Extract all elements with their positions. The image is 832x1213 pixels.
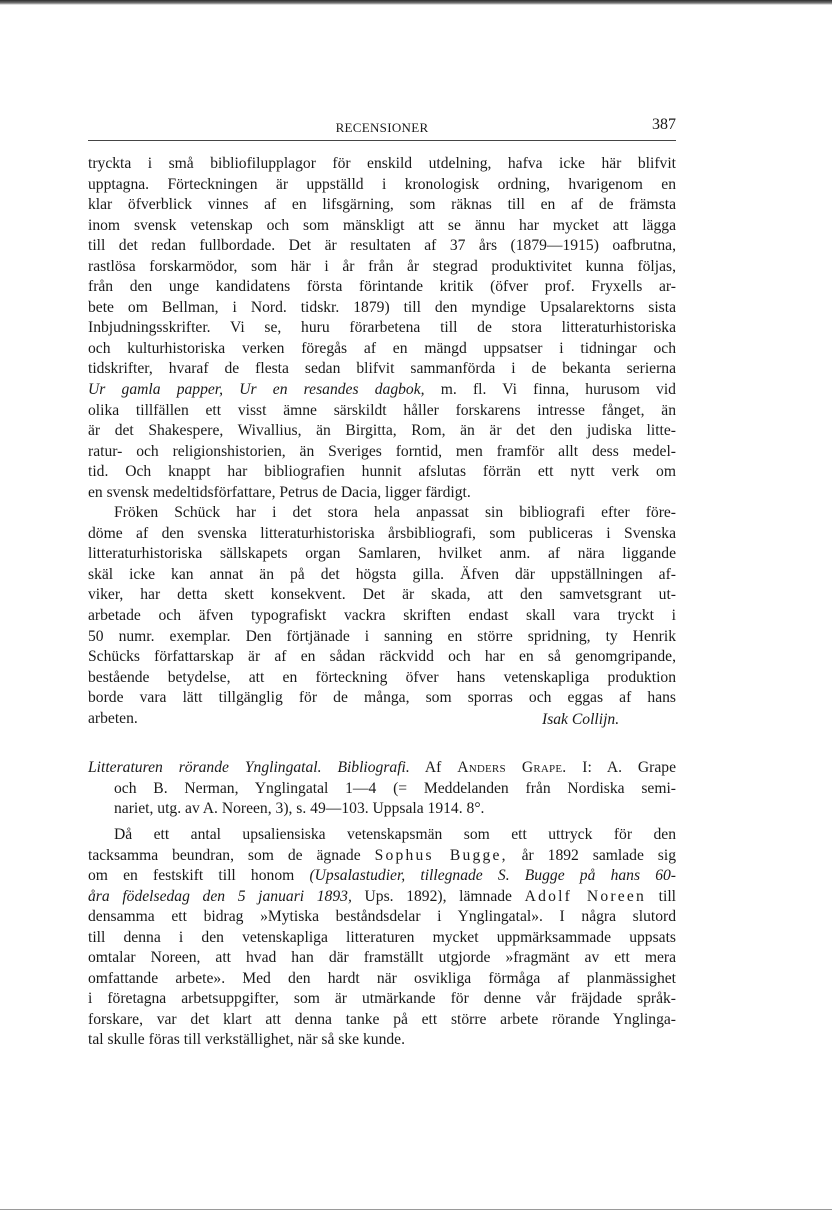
text-fragment: år 1892 samlade sig [521,846,676,864]
text-line: Schücks författarskap är af en sådan räckvidd och har en så genomgripande, [88,648,676,666]
bibliographic-entry-line: nariet, utg. av A. Noreen, 3), s. 49—103. Uppsala 1914. 8°. [114,800,485,818]
text-line: klar öfverblick vinnes af en lifsgärning, som räknas till en af de främsta [88,196,676,214]
text-line: Fröken Schück har i det stora hela anpassat sin bibliografi efter före- [114,504,676,522]
text-line: upptagna. Förteckningen är uppställd i kronologisk ordning, hvarigenom en [88,175,676,193]
text-fragment: Ups. 1892), lämnade [364,887,512,905]
text-line-mixed [88,380,676,401]
text-line: arbetade och äfven typografiskt vackra skriften endast skall vara tryckt i [88,607,676,625]
text-fragment: m. fl. Vi finna, hurusom vid [440,381,676,399]
italic-title: (Upsalastudier, tillegnade S. Bugge på hans 60- [309,867,677,885]
text-line: är det Shakespere, Wivallius, än Birgitta, Rom, än är det den judiska litte- [88,422,676,440]
text-line: till denna i den vetenskapliga litteraturen mycket uppmärksammade uppsats [88,928,676,946]
page-header [88,116,676,141]
text-line: viker, har detta skett konsekvent. Det är skada, att den samvetsgrant ut- [88,586,676,604]
italic-title: åra födelsedag den 5 januari 1893, [88,887,352,905]
reviewer-signature: Isak Collijn. [542,711,620,728]
text-line: tid. Och knappt har bibliografien hunnit afslutas förrän ett nytt verk om [88,463,676,481]
spaced-name: Sophus Bugge, [374,846,508,864]
text-line-mixed [88,887,676,908]
text-line: skäl icke kan annat än på det högsta gilla. Äfven där uppställningen af- [88,565,676,583]
text-line: från den unge kandidatens första förintande kritik (öfver prof. Fryxells ar- [88,278,676,296]
italic-title: Ur en resandes dagbok, [239,381,425,399]
text-line: olika tillfällen ett visst ämne särskildt håller forskarens intresse fånget, än [88,401,676,419]
text-line: döme af den svenska litteraturhistoriska årsbibliografi, som publiceras i Svenska [88,524,676,542]
review-2-heading [88,758,676,820]
italic-title: Ur gamla papper, [88,381,224,399]
scan-edge-bottom [0,1209,832,1210]
text-line: borde vara lätt tillgänglig för de många, som sporras och eggas af hans [88,689,676,707]
text-line: Då ett antal upsaliensiska vetenskapsmän som ett uttryck för den [114,826,676,843]
page-number: 387 [652,116,676,133]
author-prefix: Af [424,759,442,776]
book-author: Anders Grape. [457,759,567,776]
text-line: arbeten. [88,709,138,727]
text-line: 50 numr. exemplar. Den förtjänade i sanning en större spridning, ty Henrik [88,627,676,645]
text-fragment: tacksamma beundran, som de ägnade [88,846,361,864]
text-line: tryckta i små bibliofilupplagor för enskild utdelning, hafva icke här blifvit [88,155,676,172]
text-fragment: om en festskift till honom [88,867,295,885]
text-line: omfattande arbete». Med den hardt när osvikliga förmåga af planmässighet [88,969,676,987]
text-line: bestående betydelse, att en förteckning öfver hans vetenskapliga produktion [88,668,676,686]
running-head: RECENSIONER [335,120,429,135]
review-2-body [88,825,676,1051]
text-line: tidskrifter, hvaraf de flesta sedan blifvit sammanförda i de bekanta serierna [88,360,676,378]
text-line-mixed [88,866,676,887]
text-fragment: till [658,887,677,905]
text-line-mixed [88,846,676,867]
text-line: till det redan fullbordade. Det är resultaten af 37 års (1879—1915) oafbrutna, [88,237,676,255]
text-line: i företagna arbetsuppgifter, som är utmärkande för denne vår fräjdade språk- [88,990,676,1008]
text-line: rastlösa forskarmödor, som här i år från år stegrad produktivitet kunna följas, [88,257,676,275]
text-fragment: I: A. Grape [582,759,676,776]
spaced-name: Adolf Noreen [524,887,646,905]
text-line: omtalar Noreen, att hvad han där framställt utgjorde »fragmänt av ett mera [88,949,676,967]
text-line: ratur- och religionshistorien, än Sveriges forntid, men framför allt dess medel- [88,442,676,460]
book-title: Litteraturen rörande Ynglingatal. Bibliografi. [88,759,410,776]
scan-edge-top [0,0,832,5]
text-line: Inbjudningsskrifter. Vi se, huru förarbetena till de stora litteraturhistoriska [88,319,676,337]
text-line: inom svensk vetenskap och som mänskligt att se ännu har mycket att lägga [88,216,676,234]
text-line: forskare, var det klart att denna tanke på ett större arbete rörande Ynglinga- [88,1010,676,1028]
text-line: tal skulle föras till verkställighet, när så ske kunde. [88,1031,405,1049]
bibliographic-entry-line: och B. Nerman, Ynglingatal 1—4 (= Meddelanden från Nordiska semi- [114,779,676,797]
text-line: litteraturhistoriska sällskapets organ Samlaren, hvilket anm. af nära liggande [88,545,676,563]
text-line: densamma ett bidrag »Mytiska beståndsdelar i Ynglingatal». I några slutord [88,908,676,926]
text-line: bete om Bellman, i Nord. tidskr. 1879) till den myndige Upsalarektorns sista [88,298,676,316]
bibliographic-entry-line [88,758,676,779]
text-line: en svensk medeltidsförfattare, Petrus de Dacia, ligger färdigt. [88,483,471,501]
text-line: och kulturhistoriska verken föregås af en mängd uppsatser i tidningar och [88,339,676,357]
review-1-body [88,154,676,729]
